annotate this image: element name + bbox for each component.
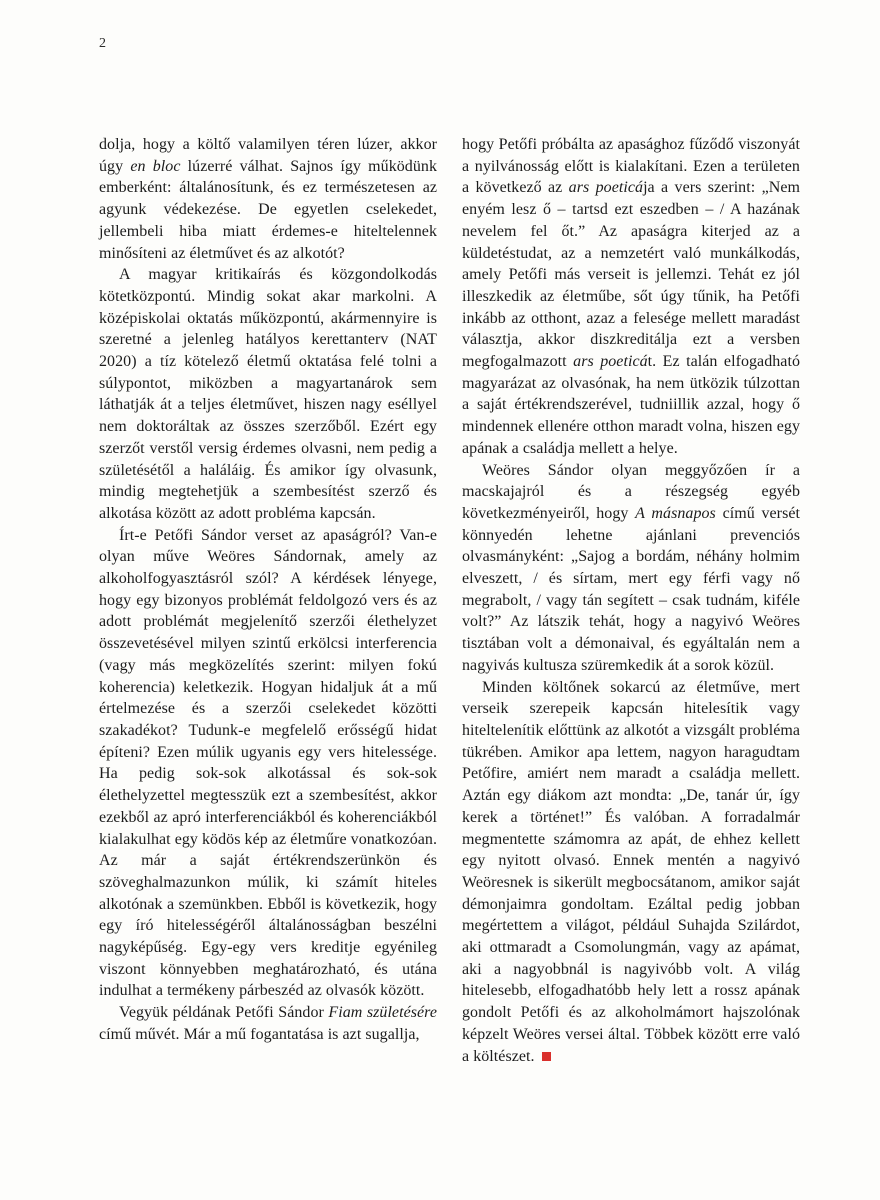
body-text: Írt-e Petőfi Sándor verset az apaságról? Van-e olyan műve Weöres Sándornak, amely az alkoholfogyasztásról szól? A kérdések lényege, hogy egy bizonyos problémát feldolgozó vers és az adott problémát megjelenítő szerzői élethelyzet összevetésével milyen szintű erkölcsi interferencia (vagy más megközelítés szerint: milyen fokú koherencia) keletkezik. Hogyan hidaljuk át a mű értelmezése és a szerzői cselekedet közötti szakadékot? Tudunk-e megfelelő erősségű hidat építeni? Ezen múlik ugyanis egy vers hitelessége. Ha pedig sok-sok alkotással és sok-sok élethelyzettel megtesszük ezt a szembesítést, akkor ezekből az apró interferenciákból és koherenciákból kialakulhat egy ködös kép az életműre vonatkozóan. Az már a saját értékrendszerünkön és szöveghalmazunkon múlik, ki számít hiteles alkotónak a szemünkben. Ebből is következik, hogy egy író hitelességéről általánosságban beszélni nagyképűség. Egy-egy vers kreditje egyénileg viszont könnyebben meghatározható, és utána indulhat a termékeny párbeszéd az olvasók között. [99, 526, 437, 1000]
italic-text: Fiam születésére [328, 1004, 437, 1022]
column-right [462, 134, 800, 1067]
article-end-mark [542, 1052, 551, 1061]
body-text: A magyar kritikaírás és közgondolkodás kötetközpontú. Mindig sokat akar markolni. A középiskolai oktatás műközpontú, akármennyire is szeretné a jelenleg hatályos kerettanterv (NAT 2020) a tíz kötelező életmű oktatása felé tolni a súlypontot, miközben a magyartanárok sem láthatják át a teljes életművet, hiszen nagy eséllyel nem doktoráltak az összes szerzőből. Ezért egy szerzőt verstől versig érdemes olvasni, nem pedig a születésétől a haláláig. És amikor így olvasunk, mindig megtehetjük a szembesítést szerző és alkotása között az adott probléma kapcsán. [99, 266, 437, 522]
body-text: Vegyük példának Petőfi Sándor [119, 1004, 329, 1022]
page-number: 2 [99, 36, 106, 51]
paragraph [99, 264, 437, 524]
text-columns [99, 134, 801, 1067]
column-left [99, 134, 437, 1067]
italic-text: en bloc [130, 157, 181, 175]
body-text: ja a vers szerint: „Nem enyém lesz ő – tartsd ezt eszedben – / A hazának nevelem fel őt.” Az apaságra kiterjed az a küldetéstudat, az a nemzetért való munkálkodás, amely Petőfi más verseit is jellemzi. Tehát ez jól illeszkedik az életműbe, sőt úgy tűnik, ha Petőfi inkább az otthont, azaz a felesége mellett maradást választja, akkor diszkreditálja ezt a versben megfogalmazott [462, 179, 800, 371]
body-text: lúzerré válhat. Sajnos így működünk emberként: általánosítunk, és ez természetesen az agyunk védekezése. De egyetlen cselekedet, jellembeli hiba miatt érdemes-e hiteltelennek minősíteni az életművet és az alkotót? [99, 157, 438, 262]
body-text: dolja, hogy a költő valamilyen téren lúzer, akkor úgy [99, 136, 437, 175]
paragraph [99, 525, 437, 1002]
paragraph [462, 134, 800, 460]
body-text: Minden költőnek sokarcú az életműve, mert verseik szerepeik kapcsán hitelesítik vagy hiteltelenítik előttünk az alkotót a vizsgált probléma tükrében. Amikor apa lettem, nagyon haragudtam Petőfire, amiért nem maradt a családja mellett. Aztán egy diákom azt mondta: „De, tanár úr, így kerek a történet!” És valóban. A forradalmár megmentette számomra az apát, de ehhez kellett egy nyitott olvasó. Ennek mentén a nagyivó Weöresnek is sikerült megbocsátanom, amikor saját démonjaimra gondoltam. Ezáltal pedig jobban megértettem a világot, például Suhajda Szilárdot, aki ottmaradt a Csomolungmán, vagy az apámat, aki a nagyobbnál is nagyivóbb volt. A világ hitelesebb, elfogadhatóbb hely lett a rossz apának gondolt Petőfi és az alkoholmámort hajszolónak képzelt Weöres versei által. Többek között erre való a költészet. [462, 678, 800, 1065]
italic-text: ars poeticá [573, 353, 648, 371]
body-text: Weöres Sándor olyan meggyőzően ír a macskajajról és a részegség egyéb következményeiről, hogy [462, 461, 800, 522]
body-text: hogy Petőfi próbálta az apasághoz fűződő viszonyát a nyilvánosság előtt is kialakítani. Ezen a területen a következő az [462, 136, 800, 197]
body-text: t. Ez talán elfogadható magyarázat az olvasónak, ha nem ütközik túlzottan a saját értékrendszerével, tudniillik azzal, hogy ő mindennek ellenére otthon maradt volna, hiszen egy apának a családja mellett a helye. [462, 353, 800, 457]
body-text: című művét. Már a mű fogantatása is azt sugallja, [99, 1025, 420, 1043]
italic-text: A másnapos [635, 504, 716, 522]
paragraph [99, 1002, 437, 1045]
paragraph [462, 677, 800, 1068]
paragraph [462, 460, 800, 677]
italic-text: ars poeticá [568, 179, 644, 197]
body-text: című versét könnyedén lehetne ajánlani prevenciós olvasmányként: „Sajog a bordám, néhány holmim elveszett, / és sírtam, mert egy férfi vagy nő megrabolt, / vagy tán segített – csak tudnám, kiféle volt?” Az látszik tehát, hogy a nagyivó Weöres tisztában volt a démonaival, és egyáltalán nem a nagyivás kultusza szüremkedik át a sorok közül. [462, 504, 800, 674]
paragraph [99, 134, 437, 264]
